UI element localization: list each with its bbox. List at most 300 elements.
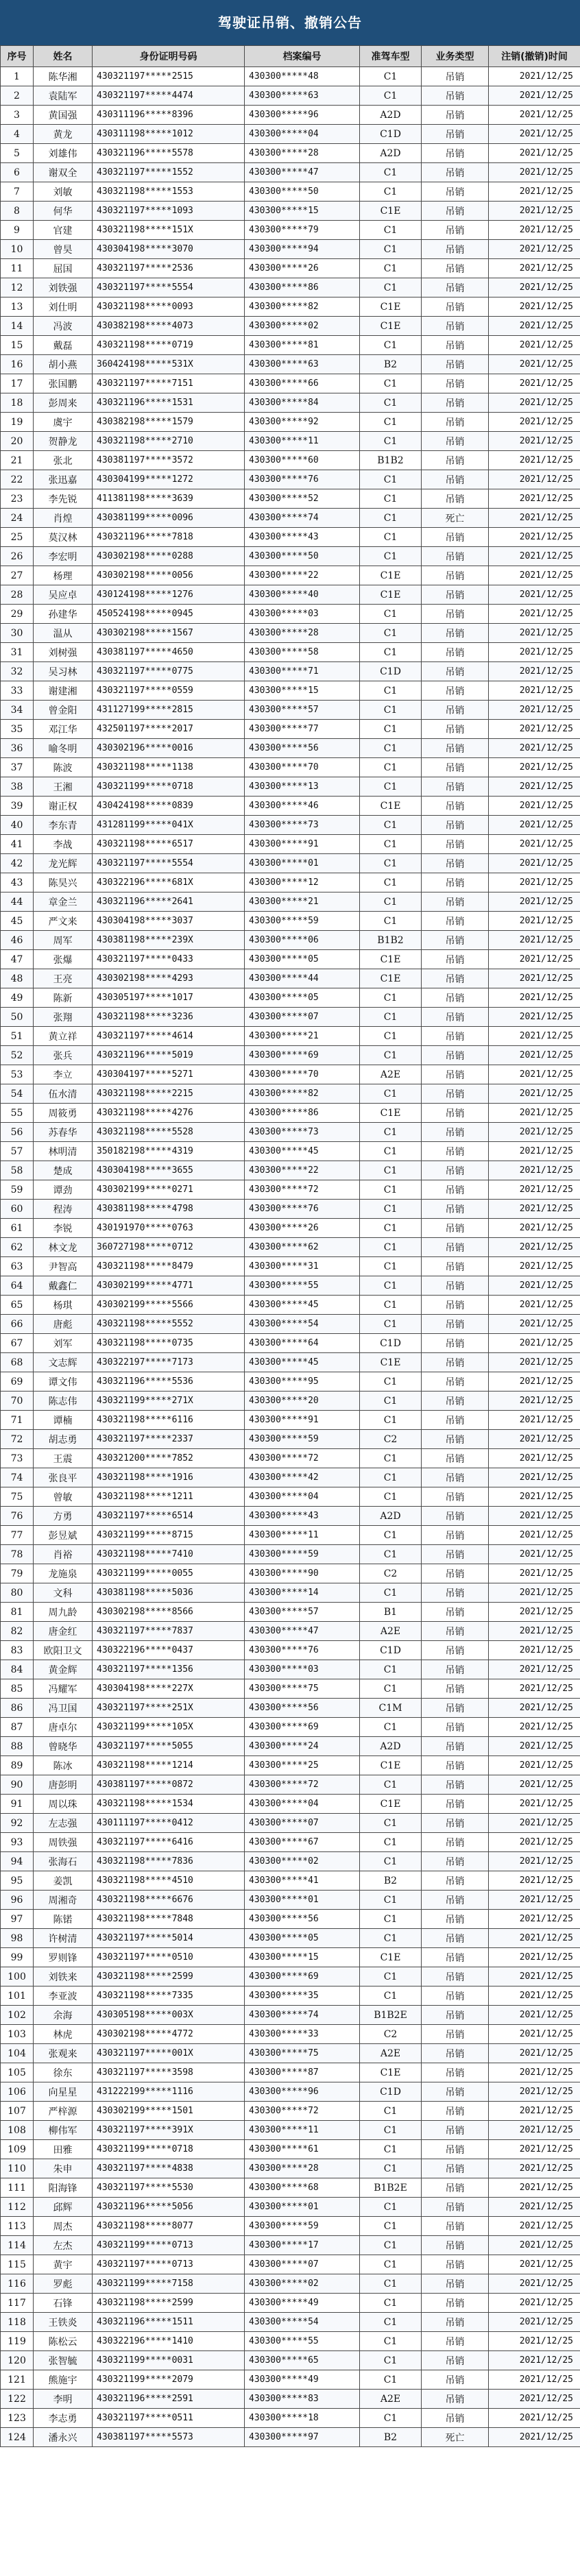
cell-license-type: C1 (360, 1718, 422, 1737)
cell-name: 石锋 (34, 2294, 93, 2313)
cell-file-no: 430300*****24 (245, 1737, 360, 1756)
cell-name: 严文来 (34, 912, 93, 931)
cell-license-type: C1 (360, 873, 422, 892)
table-row (1, 489, 580, 509)
cell-business-type: 吊销 (422, 1430, 489, 1449)
table-row (1, 931, 580, 950)
cell-no: 48 (1, 969, 34, 988)
cell-business-type: 吊销 (422, 1065, 489, 1084)
cell-id-no: 430321197*****5055 (93, 1737, 245, 1756)
cell-business-type: 吊销 (422, 1852, 489, 1871)
cell-license-type: C1 (360, 681, 422, 701)
cell-name: 张国鹏 (34, 374, 93, 393)
cell-id-no: 430321198*****1214 (93, 1756, 245, 1775)
cell-name: 张海石 (34, 1852, 93, 1871)
cell-file-no: 430300*****71 (245, 662, 360, 681)
cell-license-type: C1E (360, 317, 422, 336)
table-row (1, 2409, 580, 2428)
cell-license-type: C1 (360, 2409, 422, 2428)
table-row (1, 125, 580, 144)
cell-id-no: 430321197*****0713 (93, 2255, 245, 2274)
cell-business-type: 吊销 (422, 1200, 489, 1219)
cell-business-type: 吊销 (422, 106, 489, 125)
cell-no: 103 (1, 2025, 34, 2044)
cell-file-no: 430300*****42 (245, 1468, 360, 1487)
cell-no: 12 (1, 278, 34, 297)
cell-license-type: C1 (360, 374, 422, 393)
cell-license-type: C1 (360, 528, 422, 547)
cell-no: 62 (1, 1238, 34, 1257)
cell-date: 2021/12/25 (489, 67, 580, 86)
cell-date: 2021/12/25 (489, 221, 580, 240)
cell-name: 熊施宇 (34, 2370, 93, 2390)
cell-no: 8 (1, 202, 34, 221)
cell-license-type: C1 (360, 547, 422, 566)
cell-date: 2021/12/25 (489, 144, 580, 163)
cell-date: 2021/12/25 (489, 202, 580, 221)
cell-date: 2021/12/25 (489, 1948, 580, 1967)
cell-file-no: 430300*****69 (245, 1967, 360, 1986)
table-row (1, 662, 580, 681)
table-row (1, 1507, 580, 1526)
cell-name: 章金兰 (34, 892, 93, 912)
cell-business-type: 吊销 (422, 1046, 489, 1065)
cell-name: 程涛 (34, 1200, 93, 1219)
cell-name: 陈松云 (34, 2332, 93, 2351)
cell-file-no: 430300*****75 (245, 1679, 360, 1699)
cell-license-type: C1D (360, 2082, 422, 2102)
cell-business-type: 吊销 (422, 1123, 489, 1142)
table-row (1, 758, 580, 777)
cell-date: 2021/12/25 (489, 566, 580, 585)
cell-date: 2021/12/25 (489, 374, 580, 393)
cell-date: 2021/12/25 (489, 912, 580, 931)
table-row (1, 835, 580, 854)
table-row (1, 681, 580, 701)
cell-name: 李先锐 (34, 489, 93, 509)
cell-date: 2021/12/25 (489, 1545, 580, 1564)
cell-no: 56 (1, 1123, 34, 1142)
header-id-no: 身份证明号码 (93, 46, 245, 67)
cell-id-no: 430322196*****0437 (93, 1641, 245, 1660)
cell-date: 2021/12/25 (489, 1372, 580, 1392)
cell-license-type: C1 (360, 1315, 422, 1334)
cell-license-type: B1B2E (360, 2178, 422, 2198)
cell-id-no: 430321197*****4614 (93, 1027, 245, 1046)
cell-license-type: C1 (360, 2102, 422, 2121)
cell-name: 虞宇 (34, 413, 93, 432)
cell-id-no: 430321197*****001X (93, 2044, 245, 2063)
cell-business-type: 吊销 (422, 1814, 489, 1833)
cell-id-no: 430321198*****0093 (93, 297, 245, 317)
table-row (1, 950, 580, 969)
cell-name: 张良平 (34, 1468, 93, 1487)
cell-date: 2021/12/25 (489, 1142, 580, 1161)
table-row (1, 873, 580, 892)
cell-id-no: 430302198*****8566 (93, 1603, 245, 1622)
cell-file-no: 430300*****69 (245, 1046, 360, 1065)
cell-date: 2021/12/25 (489, 1929, 580, 1948)
cell-no: 38 (1, 777, 34, 797)
cell-license-type: C1D (360, 1641, 422, 1660)
table-header-row (1, 46, 580, 67)
cell-license-type: C1 (360, 1583, 422, 1603)
cell-file-no: 430300*****45 (245, 1353, 360, 1372)
cell-license-type: C1E (360, 585, 422, 605)
cell-license-type: C1D (360, 125, 422, 144)
table-row (1, 1737, 580, 1756)
cell-id-no: 430321198*****1916 (93, 1468, 245, 1487)
cell-name: 张翔 (34, 1008, 93, 1027)
table-row (1, 1852, 580, 1871)
cell-license-type: C1 (360, 835, 422, 854)
table-row (1, 1833, 580, 1852)
table-row (1, 259, 580, 278)
table-row (1, 2255, 580, 2274)
cell-name: 黄金辉 (34, 1660, 93, 1679)
cell-name: 何华 (34, 202, 93, 221)
cell-license-type: C1 (360, 221, 422, 240)
cell-date: 2021/12/25 (489, 317, 580, 336)
table-row (1, 2236, 580, 2255)
cell-date: 2021/12/25 (489, 2313, 580, 2332)
cell-file-no: 430300*****05 (245, 1929, 360, 1948)
cell-no: 97 (1, 1910, 34, 1929)
cell-file-no: 430300*****41 (245, 1871, 360, 1891)
cell-id-no: 430321198*****1553 (93, 182, 245, 202)
cell-name: 向星星 (34, 2082, 93, 2102)
cell-no: 32 (1, 662, 34, 681)
cell-name: 余海 (34, 2006, 93, 2025)
cell-id-no: 430382198*****1579 (93, 413, 245, 432)
cell-name: 张兵 (34, 1046, 93, 1065)
cell-no: 46 (1, 931, 34, 950)
cell-business-type: 吊销 (422, 2198, 489, 2217)
cell-license-type: B1B2 (360, 931, 422, 950)
cell-license-type: A2E (360, 2044, 422, 2063)
cell-date: 2021/12/25 (489, 2351, 580, 2370)
table-row (1, 2044, 580, 2063)
cell-no: 65 (1, 1296, 34, 1315)
cell-name: 曾昊 (34, 240, 93, 259)
cell-no: 42 (1, 854, 34, 873)
cell-license-type: C1E (360, 969, 422, 988)
cell-license-type: C1 (360, 1852, 422, 1871)
table-row (1, 2294, 580, 2313)
cell-date: 2021/12/25 (489, 969, 580, 988)
cell-name: 冯耀军 (34, 1679, 93, 1699)
table-row (1, 720, 580, 739)
cell-file-no: 430300*****03 (245, 1660, 360, 1679)
cell-name: 严梓源 (34, 2102, 93, 2121)
table-row (1, 1526, 580, 1545)
cell-name: 张智毓 (34, 2351, 93, 2370)
cell-file-no: 430300*****90 (245, 1564, 360, 1583)
cell-id-no: 430382198*****4073 (93, 317, 245, 336)
cell-date: 2021/12/25 (489, 1641, 580, 1660)
cell-license-type: C1E (360, 1104, 422, 1123)
cell-business-type: 吊销 (422, 777, 489, 797)
cell-date: 2021/12/25 (489, 1200, 580, 1219)
table-row (1, 2025, 580, 2044)
cell-id-no: 430321198*****2599 (93, 1967, 245, 1986)
table-row (1, 86, 580, 106)
cell-license-type: C1 (360, 1219, 422, 1238)
cell-id-no: 432501197*****2017 (93, 720, 245, 739)
cell-business-type: 吊销 (422, 912, 489, 931)
cell-id-no: 430321197*****4838 (93, 2159, 245, 2178)
cell-id-no: 430321196*****5578 (93, 144, 245, 163)
table-row (1, 1238, 580, 1257)
cell-name: 唐卓尔 (34, 1718, 93, 1737)
cell-business-type: 吊销 (422, 355, 489, 374)
cell-business-type: 吊销 (422, 2006, 489, 2025)
cell-license-type: C1 (360, 163, 422, 182)
table-row (1, 988, 580, 1008)
cell-business-type: 吊销 (422, 1411, 489, 1430)
cell-id-no: 430321198*****0735 (93, 1334, 245, 1353)
cell-business-type: 吊销 (422, 662, 489, 681)
cell-license-type: C1E (360, 797, 422, 816)
cell-license-type: A2D (360, 106, 422, 125)
cell-date: 2021/12/25 (489, 1622, 580, 1641)
cell-file-no: 430300*****76 (245, 470, 360, 489)
cell-date: 2021/12/25 (489, 662, 580, 681)
cell-date: 2021/12/25 (489, 1583, 580, 1603)
cell-license-type: B2 (360, 355, 422, 374)
cell-file-no: 430300*****74 (245, 2006, 360, 2025)
cell-name: 戴鑫仁 (34, 1276, 93, 1296)
cell-date: 2021/12/25 (489, 605, 580, 624)
cell-date: 2021/12/25 (489, 758, 580, 777)
cell-no: 34 (1, 701, 34, 720)
cell-name: 林明清 (34, 1142, 93, 1161)
cell-date: 2021/12/25 (489, 701, 580, 720)
cell-business-type: 吊销 (422, 701, 489, 720)
cell-name: 文科 (34, 1583, 93, 1603)
table-row (1, 1200, 580, 1219)
cell-no: 91 (1, 1795, 34, 1814)
cell-name: 张爆 (34, 950, 93, 969)
cell-file-no: 430300*****35 (245, 1986, 360, 2006)
cell-name: 刘铁强 (34, 278, 93, 297)
cell-no: 7 (1, 182, 34, 202)
cell-file-no: 430300*****07 (245, 1814, 360, 1833)
cell-file-no: 430300*****55 (245, 2332, 360, 2351)
cell-name: 周军 (34, 931, 93, 950)
table-row (1, 2332, 580, 2351)
cell-license-type: C1 (360, 1660, 422, 1679)
cell-file-no: 430300*****72 (245, 2102, 360, 2121)
cell-license-type: C1D (360, 1334, 422, 1353)
cell-file-no: 430300*****44 (245, 969, 360, 988)
cell-date: 2021/12/25 (489, 2178, 580, 2198)
cell-id-no: 430321197*****1356 (93, 1660, 245, 1679)
cell-date: 2021/12/25 (489, 2159, 580, 2178)
cell-date: 2021/12/25 (489, 451, 580, 470)
cell-name: 周铁强 (34, 1833, 93, 1852)
cell-name: 胡小燕 (34, 355, 93, 374)
cell-date: 2021/12/25 (489, 1027, 580, 1046)
cell-file-no: 430300*****86 (245, 278, 360, 297)
table-row (1, 106, 580, 125)
table-row (1, 1027, 580, 1046)
cell-file-no: 430300*****04 (245, 1487, 360, 1507)
cell-id-no: 430321197*****2515 (93, 67, 245, 86)
cell-id-no: 430321198*****4276 (93, 1104, 245, 1123)
table-row (1, 1392, 580, 1411)
table-row (1, 1411, 580, 1430)
table-row (1, 1046, 580, 1065)
cell-name: 陈昊兴 (34, 873, 93, 892)
cell-date: 2021/12/25 (489, 2255, 580, 2274)
table-row (1, 67, 580, 86)
cell-no: 116 (1, 2274, 34, 2294)
cell-id-no: 430321199*****0718 (93, 2140, 245, 2159)
cell-file-no: 430300*****84 (245, 393, 360, 413)
table-row (1, 470, 580, 489)
cell-file-no: 430300*****05 (245, 988, 360, 1008)
table-row (1, 1660, 580, 1679)
cell-date: 2021/12/25 (489, 259, 580, 278)
cell-id-no: 430321199*****0713 (93, 2236, 245, 2255)
cell-file-no: 430300*****72 (245, 1775, 360, 1795)
cell-file-no: 430300*****18 (245, 2409, 360, 2428)
cell-date: 2021/12/25 (489, 797, 580, 816)
cell-no: 108 (1, 2121, 34, 2140)
cell-name: 杨理 (34, 566, 93, 585)
cell-name: 喻冬明 (34, 739, 93, 758)
cell-file-no: 430300*****15 (245, 681, 360, 701)
cell-id-no: 430302198*****0056 (93, 566, 245, 585)
table-row (1, 2178, 580, 2198)
cell-file-no: 430300*****45 (245, 1142, 360, 1161)
cell-date: 2021/12/25 (489, 1737, 580, 1756)
cell-license-type: C1 (360, 413, 422, 432)
cell-license-type: C1 (360, 1929, 422, 1948)
cell-name: 陈冰 (34, 1756, 93, 1775)
cell-file-no: 430300*****59 (245, 1545, 360, 1564)
cell-business-type: 吊销 (422, 1487, 489, 1507)
cell-name: 曾晓华 (34, 1737, 93, 1756)
cell-no: 10 (1, 240, 34, 259)
cell-date: 2021/12/25 (489, 86, 580, 106)
table-row (1, 1622, 580, 1641)
cell-business-type: 吊销 (422, 1449, 489, 1468)
cell-license-type: C1E (360, 202, 422, 221)
cell-file-no: 430300*****03 (245, 605, 360, 624)
cell-date: 2021/12/25 (489, 2274, 580, 2294)
cell-id-no: 430321197*****3598 (93, 2063, 245, 2082)
cell-file-no: 430300*****11 (245, 432, 360, 451)
table-row (1, 451, 580, 470)
cell-license-type: C1 (360, 470, 422, 489)
cell-id-no: 360424198*****531X (93, 355, 245, 374)
cell-business-type: 吊销 (422, 816, 489, 835)
cell-license-type: C1 (360, 432, 422, 451)
cell-date: 2021/12/25 (489, 873, 580, 892)
cell-id-no: 411381198*****3639 (93, 489, 245, 509)
cell-date: 2021/12/25 (489, 1526, 580, 1545)
cell-date: 2021/12/25 (489, 1161, 580, 1180)
cell-date: 2021/12/25 (489, 355, 580, 374)
cell-id-no: 350182198*****4319 (93, 1142, 245, 1161)
cell-no: 29 (1, 605, 34, 624)
table-row (1, 1468, 580, 1487)
cell-no: 73 (1, 1449, 34, 1468)
cell-business-type: 吊销 (422, 1795, 489, 1814)
cell-no: 105 (1, 2063, 34, 2082)
table-row (1, 1008, 580, 1027)
cell-license-type: C1 (360, 1008, 422, 1027)
table-row (1, 1699, 580, 1718)
cell-license-type: C1E (360, 950, 422, 969)
cell-license-type: C1 (360, 1986, 422, 2006)
cell-business-type: 吊销 (422, 528, 489, 547)
cell-file-no: 430300*****11 (245, 2121, 360, 2140)
cell-license-type: C1 (360, 509, 422, 528)
cell-no: 77 (1, 1526, 34, 1545)
cell-file-no: 430300*****63 (245, 86, 360, 106)
cell-no: 117 (1, 2294, 34, 2313)
cell-license-type: C1 (360, 643, 422, 662)
cell-license-type: C1E (360, 2063, 422, 2082)
cell-date: 2021/12/25 (489, 1084, 580, 1104)
cell-id-no: 430302199*****4771 (93, 1276, 245, 1296)
cell-license-type: A2D (360, 144, 422, 163)
cell-license-type: C1E (360, 1353, 422, 1372)
cell-file-no: 430300*****68 (245, 2178, 360, 2198)
cell-name: 官建 (34, 221, 93, 240)
cell-date: 2021/12/25 (489, 1507, 580, 1526)
cell-no: 120 (1, 2351, 34, 2370)
cell-business-type: 吊销 (422, 566, 489, 585)
cell-name: 唐金红 (34, 1622, 93, 1641)
cell-name: 周九龄 (34, 1603, 93, 1622)
cell-date: 2021/12/25 (489, 1967, 580, 1986)
cell-name: 周湘奇 (34, 1891, 93, 1910)
cell-no: 101 (1, 1986, 34, 2006)
table-row (1, 317, 580, 336)
header-date: 注销(撤销)时间 (489, 46, 580, 67)
cell-license-type: C1 (360, 605, 422, 624)
cell-name: 陈华湘 (34, 67, 93, 86)
cell-id-no: 430321196*****2591 (93, 2390, 245, 2409)
table-row (1, 2351, 580, 2370)
cell-no: 2 (1, 86, 34, 106)
cell-name: 陈锘 (34, 1910, 93, 1929)
cell-date: 2021/12/25 (489, 278, 580, 297)
cell-license-type: C1 (360, 2351, 422, 2370)
cell-date: 2021/12/25 (489, 547, 580, 566)
cell-file-no: 430300*****13 (245, 777, 360, 797)
cell-file-no: 430300*****17 (245, 2236, 360, 2255)
cell-id-no: 430321199*****2079 (93, 2370, 245, 2390)
cell-name: 方勇 (34, 1507, 93, 1526)
cell-id-no: 430321197*****0775 (93, 662, 245, 681)
cell-id-no: 430321197*****2536 (93, 259, 245, 278)
cell-name: 朱申 (34, 2159, 93, 2178)
cell-id-no: 430124198*****1276 (93, 585, 245, 605)
cell-file-no: 430300*****86 (245, 1104, 360, 1123)
cell-license-type: C1 (360, 1833, 422, 1852)
cell-business-type: 吊销 (422, 297, 489, 317)
cell-date: 2021/12/25 (489, 2236, 580, 2255)
cell-id-no: 430311198*****1012 (93, 125, 245, 144)
header-file-no: 档案编号 (245, 46, 360, 67)
cell-name: 谢双全 (34, 163, 93, 182)
cell-date: 2021/12/25 (489, 1430, 580, 1449)
